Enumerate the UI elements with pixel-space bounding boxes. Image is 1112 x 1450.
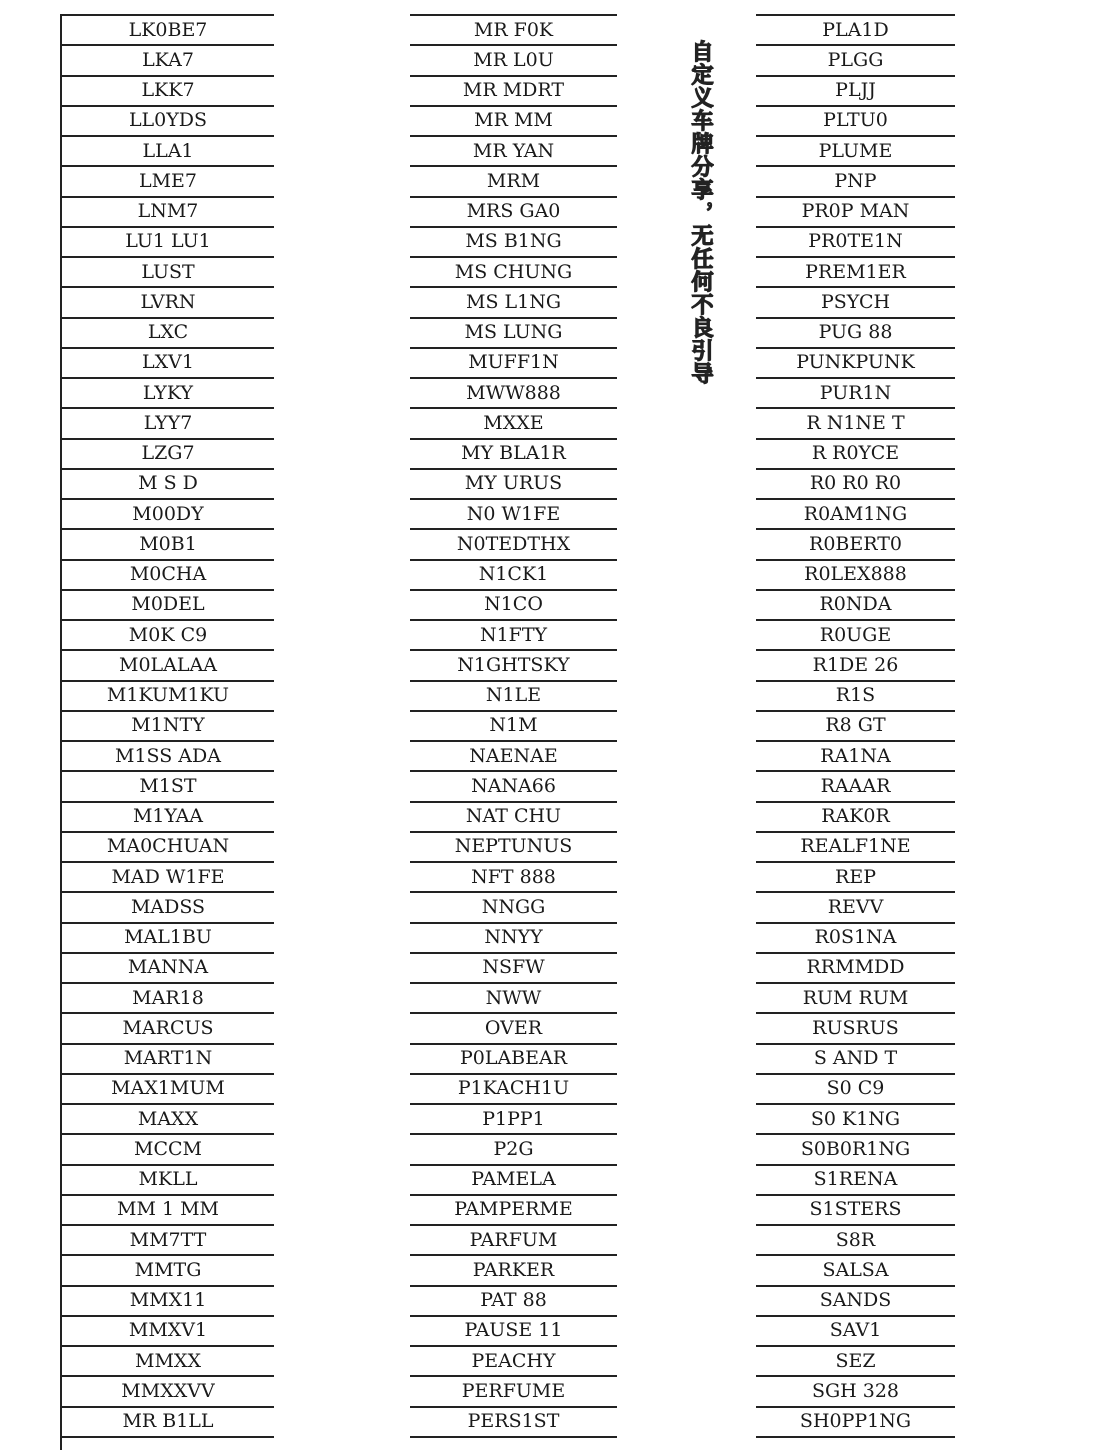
plate-cell: LYKY — [62, 379, 274, 409]
plate-cell: S0 C9 — [756, 1075, 955, 1105]
plate-cell: P1KACH1U — [410, 1075, 617, 1105]
plate-cell: MWW888 — [410, 379, 617, 409]
plate-cell: MARCUS — [62, 1014, 274, 1044]
plate-cell: NAT CHU — [410, 803, 617, 833]
plate-cell: M1ST — [62, 772, 274, 802]
plate-cell: PARFUM — [410, 1226, 617, 1256]
plate-cell: P1PP1 — [410, 1105, 617, 1135]
plate-cell: P2G — [410, 1135, 617, 1165]
plate-cell: M1SS ADA — [62, 742, 274, 772]
plate-cell: LVRN — [62, 288, 274, 318]
plate-cell: PLA1D — [756, 16, 955, 46]
plate-cell: NNYY — [410, 924, 617, 954]
plate-cell: RA1NA — [756, 742, 955, 772]
plate-cell: MXXE — [410, 409, 617, 439]
plate-cell: N0 W1FE — [410, 500, 617, 530]
plate-cell: MAR18 — [62, 984, 274, 1014]
plate-cell: LYY7 — [62, 409, 274, 439]
plate-cell: SANDS — [756, 1287, 955, 1317]
plate-cell: PSYCH — [756, 288, 955, 318]
plate-cell: LU1 LU1 — [62, 228, 274, 258]
plate-cell: R0NDA — [756, 591, 955, 621]
plate-cell: REALF1NE — [756, 833, 955, 863]
plate-cell: MUFF1N — [410, 349, 617, 379]
plate-cell: MMXX — [62, 1347, 274, 1377]
plate-cell: M0LALAA — [62, 651, 274, 681]
plate-cell: MR YAN — [410, 137, 617, 167]
plate-cell: R8 GT — [756, 712, 955, 742]
plate-cell: MR L0U — [410, 46, 617, 76]
plate-cell: NSFW — [410, 954, 617, 984]
plate-cell: N1GHTSKY — [410, 651, 617, 681]
plate-cell: S1RENA — [756, 1166, 955, 1196]
plate-cell: S0 K1NG — [756, 1105, 955, 1135]
plate-column-1 — [60, 14, 274, 1438]
plate-cell: S0B0R1NG — [756, 1135, 955, 1165]
plate-cell: M00DY — [62, 500, 274, 530]
plate-cell: M1YAA — [62, 803, 274, 833]
plate-cell: PLGG — [756, 46, 955, 76]
plate-cell: MS B1NG — [410, 228, 617, 258]
plate-cell: N0TEDTHX — [410, 530, 617, 560]
plate-cell: MAL1BU — [62, 924, 274, 954]
plate-cell: N1LE — [410, 682, 617, 712]
plate-cell: R R0YCE — [756, 440, 955, 470]
plate-cell: R N1NE T — [756, 409, 955, 439]
plate-cell: MM7TT — [62, 1226, 274, 1256]
plate-cell: MCCM — [62, 1135, 274, 1165]
plate-cell: RRMMDD — [756, 954, 955, 984]
plate-cell: RUM RUM — [756, 984, 955, 1014]
plate-cell: P0LABEAR — [410, 1045, 617, 1075]
plate-cell: NWW — [410, 984, 617, 1014]
plate-cell: MS CHUNG — [410, 258, 617, 288]
plate-cell: R0BERT0 — [756, 530, 955, 560]
plate-cell: OVER — [410, 1014, 617, 1044]
plate-cell: LK0BE7 — [62, 16, 274, 46]
plate-cell: MS L1NG — [410, 288, 617, 318]
plate-cell: N1CO — [410, 591, 617, 621]
plate-cell: PAMELA — [410, 1166, 617, 1196]
plate-cell: PLJJ — [756, 77, 955, 107]
plate-cell: MR F0K — [410, 16, 617, 46]
plate-cell: PR0TE1N — [756, 228, 955, 258]
plate-column-2 — [410, 14, 617, 1438]
plate-cell: LZG7 — [62, 440, 274, 470]
plate-cell: M0B1 — [62, 530, 274, 560]
plate-cell: MMTG — [62, 1256, 274, 1286]
plate-cell: RUSRUS — [756, 1014, 955, 1044]
plate-cell: PUG 88 — [756, 319, 955, 349]
plate-cell: R0AM1NG — [756, 500, 955, 530]
plate-cell: R0UGE — [756, 621, 955, 651]
plate-cell: PEACHY — [410, 1347, 617, 1377]
plate-cell: PAT 88 — [410, 1287, 617, 1317]
plate-cell: RAAAR — [756, 772, 955, 802]
plate-cell: SGH 328 — [756, 1377, 955, 1407]
plate-cell: PLUME — [756, 137, 955, 167]
plate-cell: PR0P MAN — [756, 198, 955, 228]
plate-cell: REP — [756, 863, 955, 893]
plate-cell: R0S1NA — [756, 924, 955, 954]
plate-cell: PAUSE 11 — [410, 1317, 617, 1347]
plate-cell: PARKER — [410, 1256, 617, 1286]
plate-cell: MRS GA0 — [410, 198, 617, 228]
plate-cell: R0 R0 R0 — [756, 470, 955, 500]
plate-cell: LUST — [62, 258, 274, 288]
plate-cell: PERS1ST — [410, 1408, 617, 1438]
plate-cell: R1S — [756, 682, 955, 712]
plate-cell: S1STERS — [756, 1196, 955, 1226]
plate-cell: MART1N — [62, 1045, 274, 1075]
plate-cell: REVV — [756, 893, 955, 923]
plate-cell: S8R — [756, 1226, 955, 1256]
plate-cell: NNGG — [410, 893, 617, 923]
plate-cell: LL0YDS — [62, 107, 274, 137]
plate-cell: PAMPERME — [410, 1196, 617, 1226]
plate-cell: RAK0R — [756, 803, 955, 833]
plate-cell: LXC — [62, 319, 274, 349]
plate-cell: MMXV1 — [62, 1317, 274, 1347]
plate-cell: N1CK1 — [410, 561, 617, 591]
plate-cell: NAENAE — [410, 742, 617, 772]
plate-cell: M1NTY — [62, 712, 274, 742]
plate-cell: MA0CHUAN — [62, 833, 274, 863]
plate-cell: LKK7 — [62, 77, 274, 107]
plate-cell: NFT 888 — [410, 863, 617, 893]
plate-cell: LNM7 — [62, 198, 274, 228]
plate-cell: MY URUS — [410, 470, 617, 500]
plate-cell: PUNKPUNK — [756, 349, 955, 379]
plate-cell: M0DEL — [62, 591, 274, 621]
plate-cell: NEPTUNUS — [410, 833, 617, 863]
plate-column-3 — [756, 14, 955, 1438]
plate-cell: LLA1 — [62, 137, 274, 167]
plate-cell: MM 1 MM — [62, 1196, 274, 1226]
plate-cell: LXV1 — [62, 349, 274, 379]
plate-cell: MR MM — [410, 107, 617, 137]
plate-cell: SH0PP1NG — [756, 1408, 955, 1438]
plate-cell: SAV1 — [756, 1317, 955, 1347]
watermark-text: 自定义车牌分享，无任何不良引导 — [688, 40, 713, 385]
plate-cell: PREM1ER — [756, 258, 955, 288]
plate-cell: S AND T — [756, 1045, 955, 1075]
plate-cell: MAX1MUM — [62, 1075, 274, 1105]
plate-cell: MRM — [410, 167, 617, 197]
plate-cell: MR MDRT — [410, 77, 617, 107]
plate-cell: MY BLA1R — [410, 440, 617, 470]
plate-cell: M S D — [62, 470, 274, 500]
plate-cell: M0CHA — [62, 561, 274, 591]
plate-cell: PLTU0 — [756, 107, 955, 137]
plate-cell: N1M — [410, 712, 617, 742]
plate-cell: MAD W1FE — [62, 863, 274, 893]
plate-cell: MADSS — [62, 893, 274, 923]
plate-cell: NANA66 — [410, 772, 617, 802]
plate-cell: PUR1N — [756, 379, 955, 409]
plate-cell: M0K C9 — [62, 621, 274, 651]
plate-cell: SEZ — [756, 1347, 955, 1377]
plate-cell: MMXXVV — [62, 1377, 274, 1407]
plate-cell: N1FTY — [410, 621, 617, 651]
plate-cell: M1KUM1KU — [62, 682, 274, 712]
plate-cell: SALSA — [756, 1256, 955, 1286]
plate-cell: LME7 — [62, 167, 274, 197]
plate-cell: MS LUNG — [410, 319, 617, 349]
plate-cell: PERFUME — [410, 1377, 617, 1407]
plate-cell: R1DE 26 — [756, 651, 955, 681]
plate-cell: MKLL — [62, 1166, 274, 1196]
plate-cell: MMX11 — [62, 1287, 274, 1317]
plate-cell: LKA7 — [62, 46, 274, 76]
plate-cell: MR B1LL — [62, 1408, 274, 1438]
plate-cell: MAXX — [62, 1105, 274, 1135]
plate-cell: R0LEX888 — [756, 561, 955, 591]
plate-cell: PNP — [756, 167, 955, 197]
plate-cell: MANNA — [62, 954, 274, 984]
